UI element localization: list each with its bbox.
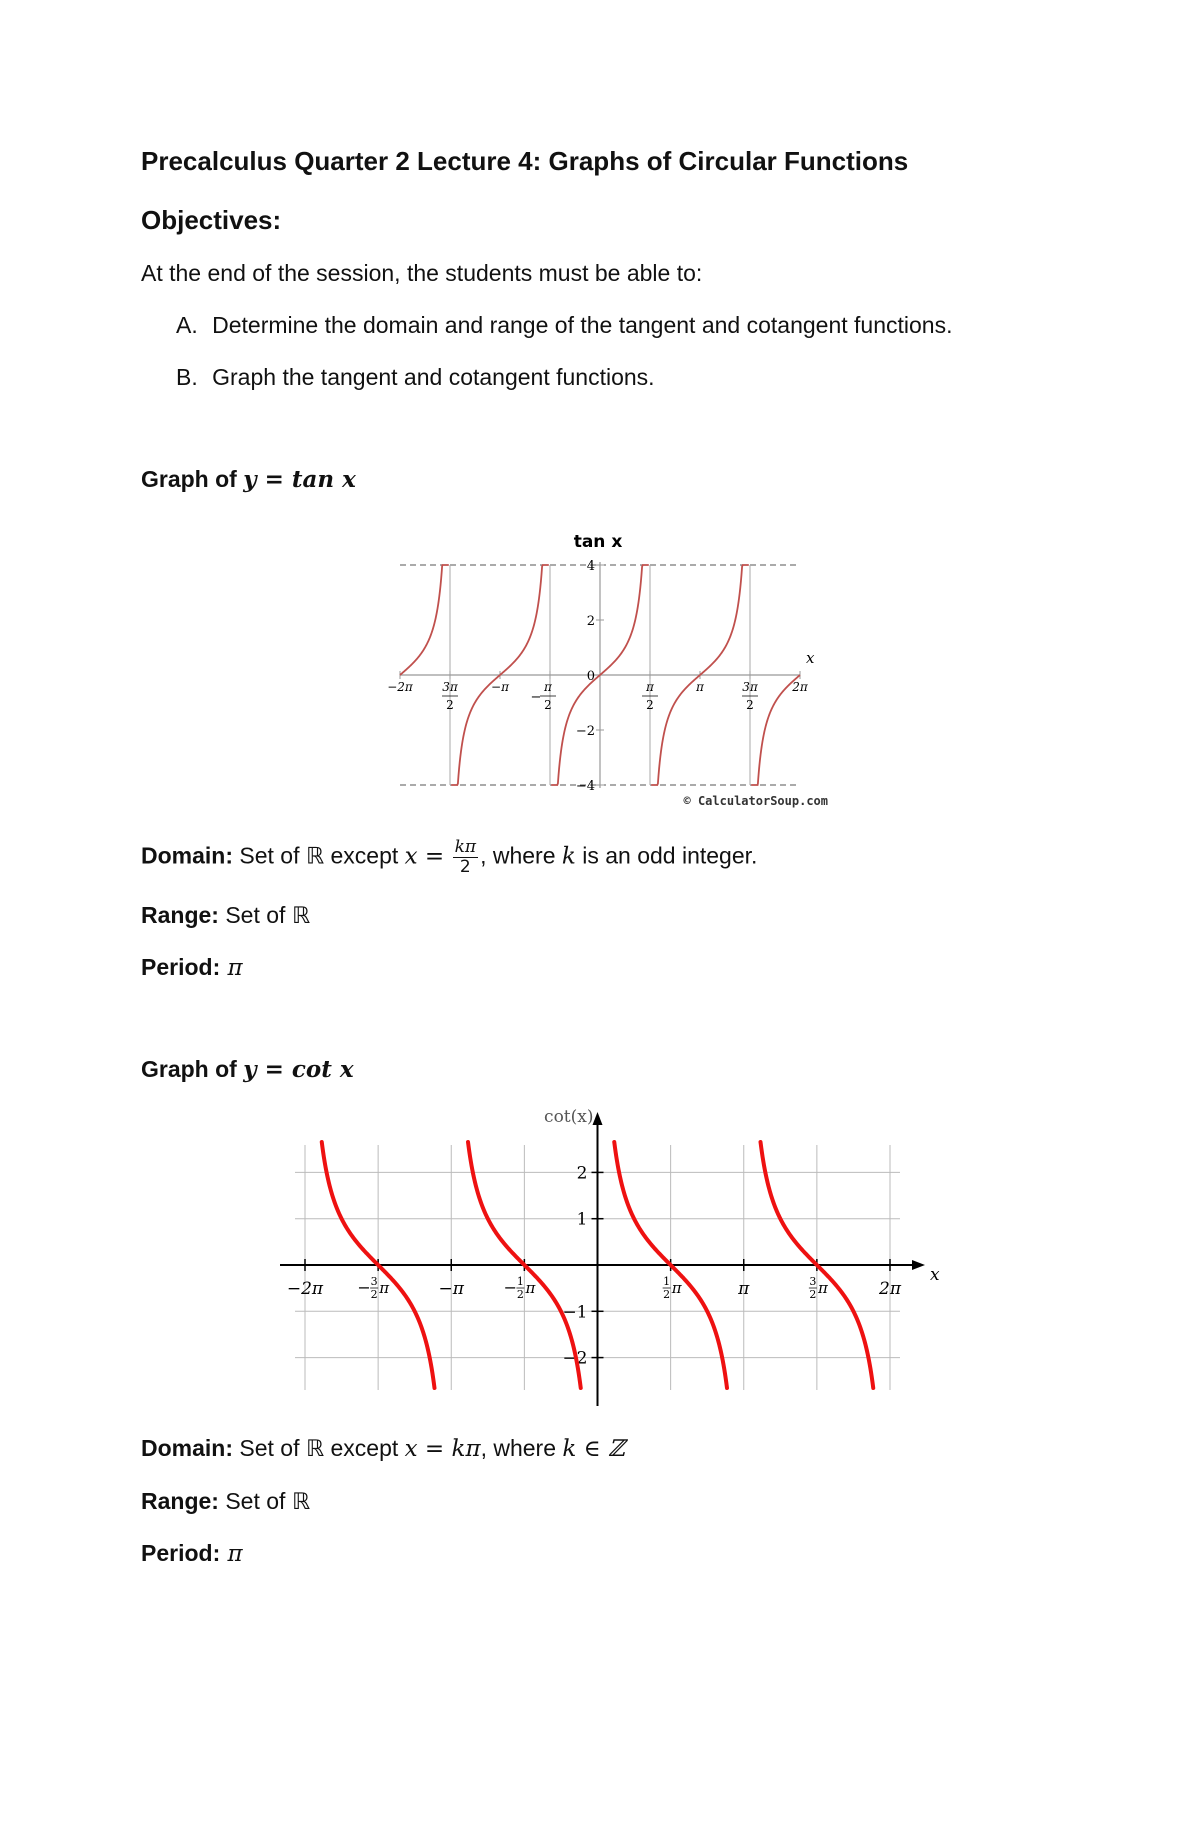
x-tick-label: 3 — [370, 1275, 378, 1288]
objective-marker: B. — [176, 364, 198, 390]
x-axis-arrow — [912, 1260, 925, 1270]
x-tick-label: 2 — [746, 698, 754, 712]
y-axis-arrow — [593, 1112, 603, 1125]
x-tick-label: π — [646, 680, 654, 694]
cot-range — [141, 1488, 310, 1516]
objective-text: Graph the tangent and cotangent functions. — [212, 364, 655, 390]
objective-item-a — [176, 312, 952, 340]
y-tick-label: 1 — [576, 1209, 588, 1230]
x-tick-label: 2 — [370, 1288, 378, 1301]
domain-label: Domain: — [141, 1435, 233, 1461]
tan-domain — [141, 838, 757, 876]
x-tick-label: 2 — [516, 1288, 524, 1301]
page-title: Precalculus Quarter 2 Lecture 4: Graphs of Circular Functions — [141, 146, 909, 176]
y-tick-label: 4 — [586, 559, 595, 574]
domain-text: Set of ℝ except — [233, 842, 405, 869]
heading-math: y = cot x — [243, 1056, 354, 1083]
x-tick-label: 2π — [792, 680, 808, 694]
domain-text: Set of ℝ except — [233, 1435, 405, 1461]
x-tick-label: 2 — [544, 698, 552, 712]
y-tick-label: 2 — [586, 614, 595, 629]
domain-text: is an odd integer. — [575, 842, 758, 869]
y-tick-label: 2 — [576, 1163, 588, 1184]
x-tick-label: 2π — [879, 1279, 901, 1299]
period-label: Period: — [141, 954, 221, 980]
cot-domain — [141, 1435, 625, 1464]
period-value: π — [220, 1541, 243, 1567]
x-tick-label: π — [738, 1279, 750, 1299]
domain-label: Domain: — [141, 842, 233, 869]
cot-chart — [0, 1100, 1200, 1410]
chart-title: tan x — [573, 532, 623, 552]
x-tick-label: 2 — [446, 698, 454, 712]
x-tick-sign: − — [357, 1278, 371, 1297]
x-tick-label: 1 — [663, 1275, 671, 1288]
cot-period — [141, 1540, 243, 1569]
objective-item-b — [176, 364, 655, 392]
x-tick-label: 3 — [809, 1275, 817, 1288]
x-tick-label: π — [379, 1279, 390, 1297]
range-text: Set of ℝ — [218, 1488, 311, 1514]
domain-text: , where — [480, 1435, 563, 1461]
domain-k: k — [561, 843, 576, 870]
x-axis-label: x — [930, 1265, 940, 1285]
y-tick-label: −4 — [575, 779, 595, 794]
objective-text: Determine the domain and range of the tangent and cotangent functions. — [212, 312, 953, 338]
domain-math: x = — [404, 843, 445, 870]
x-axis-label: x — [806, 649, 815, 667]
x-tick-label: 2 — [646, 698, 654, 712]
x-tick-label: 2 — [663, 1288, 671, 1301]
y-tick-label: −2 — [562, 1348, 588, 1369]
y-tick-label: −1 — [562, 1302, 588, 1323]
range-label: Range: — [141, 902, 219, 928]
watermark: © CalculatorSoup.com — [683, 794, 828, 808]
y-tick-label: 0 — [586, 669, 595, 684]
x-tick-label: −π — [438, 1279, 464, 1299]
fraction-denominator: 2 — [459, 856, 471, 877]
objective-marker: A. — [176, 312, 198, 338]
heading-prefix: Graph of — [141, 1056, 244, 1082]
x-tick-label: π — [544, 680, 552, 694]
x-tick-label: −π — [491, 680, 509, 694]
heading-math: y = tan x — [243, 466, 356, 493]
tan-range — [141, 902, 310, 930]
tan-period — [141, 954, 243, 983]
x-tick-label: 1 — [516, 1275, 524, 1288]
tan-graph-heading — [141, 466, 356, 494]
y-tick-label: −2 — [575, 724, 595, 739]
domain-math: x = kπ — [404, 1436, 481, 1462]
domain-math-2: k ∈ ℤ — [562, 1436, 625, 1462]
x-tick-sign: − — [530, 690, 542, 705]
period-value: π — [220, 955, 243, 981]
x-tick-label: π — [525, 1279, 536, 1297]
tan-chart — [0, 520, 1200, 860]
x-tick-label: 2 — [809, 1288, 817, 1301]
tan-curve-branch — [400, 565, 449, 675]
x-tick-label: π — [671, 1279, 682, 1297]
objectives-intro: At the end of the session, the students must be able to: — [141, 260, 703, 286]
x-tick-sign: − — [503, 1278, 518, 1297]
x-tick-label: π — [696, 680, 704, 694]
objectives-heading: Objectives: — [141, 205, 282, 235]
x-tick-label: 3π — [742, 680, 758, 694]
range-label: Range: — [141, 1488, 219, 1514]
domain-fraction — [453, 838, 478, 876]
cot-graph-heading — [141, 1056, 354, 1084]
y-axis-label: cot(x) — [544, 1107, 594, 1127]
heading-prefix: Graph of — [141, 466, 244, 492]
period-label: Period: — [141, 1540, 221, 1566]
fraction-numerator: kπ — [454, 837, 477, 857]
x-tick-label: −2π — [387, 680, 413, 694]
range-text: Set of ℝ — [218, 902, 311, 928]
x-tick-label: −2π — [286, 1279, 324, 1299]
x-tick-label: 3π — [442, 680, 458, 694]
domain-text: , where — [480, 842, 562, 869]
x-tick-label: π — [817, 1279, 828, 1297]
